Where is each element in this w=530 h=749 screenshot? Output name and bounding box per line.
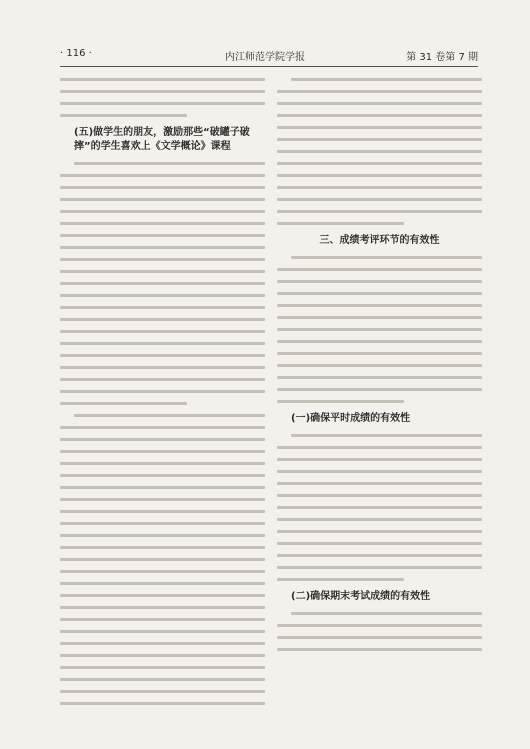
journal-title: 内江师范学院学报: [225, 52, 305, 63]
page-number: · 116 ·: [60, 48, 92, 59]
left-column: [60, 78, 265, 708]
header-rule: [60, 66, 478, 67]
right-column: [277, 78, 482, 708]
subsection-heading: (二)确保期末考试成绩的有效性: [291, 591, 431, 602]
section-heading: 三、成绩考评环节的有效性: [319, 235, 440, 246]
subsection-heading: (一)确保平时成绩的有效性: [291, 413, 411, 424]
issue-info: 第 31 卷第 7 期: [406, 52, 478, 63]
section-heading: (五)做学生的朋友，激励那些“破罐子破摔”的学生喜欢上《文学概论》课程: [74, 127, 250, 152]
